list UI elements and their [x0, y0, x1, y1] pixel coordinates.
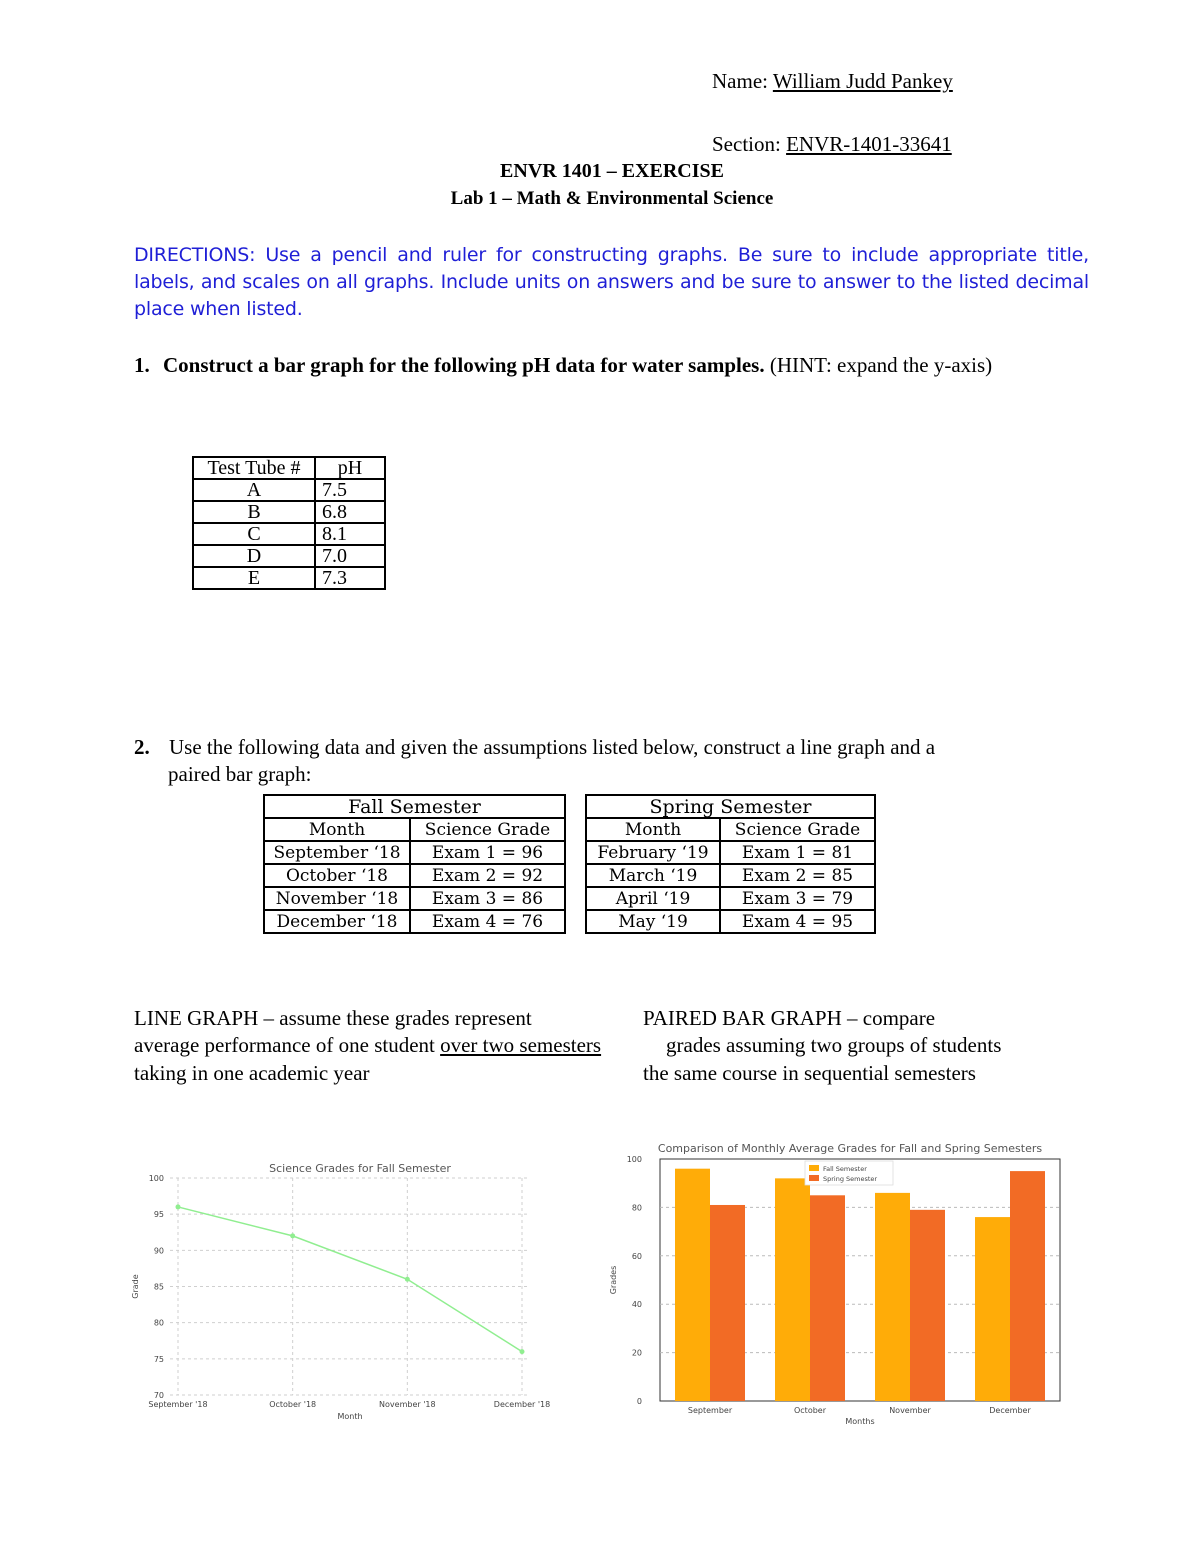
y-tick-label: 95 [153, 1210, 164, 1220]
table-header: Month [264, 818, 410, 841]
table-header: pH [315, 457, 385, 479]
table-row [264, 795, 565, 818]
data-point [520, 1349, 525, 1354]
table-cell: Exam 3 = 79 [720, 887, 875, 910]
x-axis-label: Months [845, 1417, 875, 1426]
table-cell: D [193, 545, 315, 567]
chart-title: Comparison of Monthly Average Grades for Fall and Spring Semesters [657, 1142, 1043, 1155]
table-cell: C [193, 523, 315, 545]
doc-title: ENVR 1401 – EXERCISE [500, 160, 724, 182]
table-row [264, 887, 565, 910]
fall-table [263, 794, 566, 934]
line-graph-desc-1: LINE GRAPH – assume these grades represent [134, 1006, 532, 1030]
bar [975, 1217, 1010, 1401]
table-cell: Exam 2 = 85 [720, 864, 875, 887]
bar [675, 1169, 710, 1401]
q1-hint: (HINT: expand the y-axis) [764, 353, 993, 377]
q1-bold-text: Construct a bar graph for the following pH data for water samples. [163, 353, 765, 377]
q2-text-line2: paired bar graph: [168, 762, 312, 786]
table-row [264, 864, 565, 887]
table-row [193, 523, 385, 545]
table-cell: 7.3 [315, 567, 385, 589]
table-caption: Fall Semester [264, 795, 565, 818]
table-cell: March ‘19 [586, 864, 720, 887]
bar [910, 1210, 945, 1401]
line-graph-desc-2b: over two semesters [440, 1033, 602, 1057]
bar [875, 1193, 910, 1401]
table-row [193, 567, 385, 589]
x-tick-label: December [989, 1406, 1031, 1415]
data-point [405, 1277, 410, 1282]
y-tick-label: 80 [153, 1318, 164, 1328]
y-tick-label: 80 [631, 1203, 642, 1213]
x-tick-label: November '18 [379, 1400, 436, 1409]
table-cell: Exam 1 = 81 [720, 841, 875, 864]
legend-swatch [809, 1175, 819, 1181]
table-row [193, 457, 385, 479]
table-cell: A [193, 479, 315, 501]
table-row [193, 545, 385, 567]
y-tick-label: 100 [626, 1155, 642, 1164]
table-row [193, 479, 385, 501]
line-chart [110, 1150, 560, 1430]
table-row [264, 910, 565, 933]
table-caption: Spring Semester [586, 795, 875, 818]
y-tick-label: 85 [153, 1282, 164, 1292]
table-row [586, 818, 875, 841]
x-tick-label: October '18 [269, 1400, 317, 1409]
section-label: Section: [712, 132, 787, 156]
table-cell: Exam 3 = 86 [410, 887, 565, 910]
ph-table [192, 456, 386, 590]
bar [810, 1195, 845, 1401]
table-cell: B [193, 501, 315, 523]
q2-text-line1: Use the following data and given the assumptions listed below, construct a line graph and a [169, 735, 936, 759]
legend-swatch [809, 1165, 819, 1171]
table-cell: April ‘19 [586, 887, 720, 910]
table-row [264, 841, 565, 864]
table-row [586, 910, 875, 933]
table-row [264, 818, 565, 841]
line-graph-desc-2a: average performance of one student [134, 1033, 441, 1057]
doc-subtitle: Lab 1 – Math & Environmental Science [450, 188, 774, 209]
y-tick-label: 20 [631, 1348, 642, 1358]
bar [775, 1178, 810, 1401]
line-graph-desc-3: taking in one academic year [134, 1061, 370, 1085]
x-axis-label: Month [337, 1412, 363, 1421]
x-tick-label: November [889, 1406, 931, 1415]
bar-chart [600, 1135, 1070, 1435]
table-cell: September ‘18 [264, 841, 410, 864]
table-cell: Exam 4 = 76 [410, 910, 565, 933]
q1-number: 1. [134, 353, 150, 377]
directions [134, 242, 1089, 323]
section-line [712, 131, 952, 158]
y-axis-label: Grade [131, 1274, 140, 1299]
table-cell: November ‘18 [264, 887, 410, 910]
table-cell: 8.1 [315, 523, 385, 545]
table-cell: E [193, 567, 315, 589]
section-id: ENVR-1401-33641 [786, 132, 952, 156]
bar-graph-desc-2: grades assuming two groups of students [666, 1033, 1002, 1057]
y-tick-label: 75 [153, 1354, 164, 1364]
y-tick-label: 40 [631, 1300, 642, 1310]
table-header: Science Grade [410, 818, 565, 841]
table-cell: 7.0 [315, 545, 385, 567]
table-row [586, 864, 875, 887]
bar-graph-desc-1: PAIRED BAR GRAPH – compare [643, 1006, 936, 1030]
spring-table [585, 794, 876, 934]
legend-label: Spring Semester [823, 1175, 878, 1183]
x-tick-label: September '18 [148, 1400, 208, 1409]
data-point [176, 1204, 181, 1209]
table-row [193, 501, 385, 523]
x-tick-label: September [687, 1406, 733, 1415]
y-tick-label: 90 [153, 1246, 164, 1256]
table-cell: October ‘18 [264, 864, 410, 887]
y-tick-label: 100 [148, 1174, 164, 1183]
directions-text: DIRECTIONS: Use a pencil and ruler for constructing graphs. Be sure to include appropriate title, labels, and scales on all graphs. Include units on answers and be sure to answer to the listed decimal place when listed. [134, 244, 1089, 320]
series-line [178, 1207, 522, 1352]
table-cell: February ‘19 [586, 841, 720, 864]
bar [710, 1205, 745, 1401]
q2-number: 2. [134, 735, 150, 759]
x-tick-label: October [793, 1406, 827, 1415]
question-1 [134, 352, 992, 379]
y-axis-label: Grades [609, 1265, 618, 1295]
table-row [586, 795, 875, 818]
data-point [290, 1233, 295, 1238]
table-cell: Exam 1 = 96 [410, 841, 565, 864]
y-tick-label: 70 [153, 1391, 164, 1400]
table-cell: 7.5 [315, 479, 385, 501]
name-label: Name: [712, 69, 773, 93]
y-tick-label: 0 [636, 1397, 642, 1406]
line-graph-desc-2 [134, 1032, 601, 1059]
y-tick-label: 60 [631, 1251, 642, 1261]
bar [1010, 1171, 1045, 1401]
table-row [586, 887, 875, 910]
table-cell: May ‘19 [586, 910, 720, 933]
table-cell: 6.8 [315, 501, 385, 523]
name-line [712, 68, 953, 95]
legend-label: Fall Semester [823, 1165, 867, 1173]
bar-graph-desc-3: the same course in sequential semesters [643, 1061, 976, 1085]
table-header: Science Grade [720, 818, 875, 841]
table-cell: December ‘18 [264, 910, 410, 933]
x-tick-label: December '18 [493, 1400, 551, 1409]
table-row [586, 841, 875, 864]
table-cell: Exam 4 = 95 [720, 910, 875, 933]
question-2 [134, 734, 935, 761]
table-cell: Exam 2 = 92 [410, 864, 565, 887]
student-name: William Judd Pankey [772, 69, 953, 93]
table-header: Month [586, 818, 720, 841]
table-header: Test Tube # [193, 457, 315, 479]
chart-title: Science Grades for Fall Semester [269, 1162, 451, 1175]
